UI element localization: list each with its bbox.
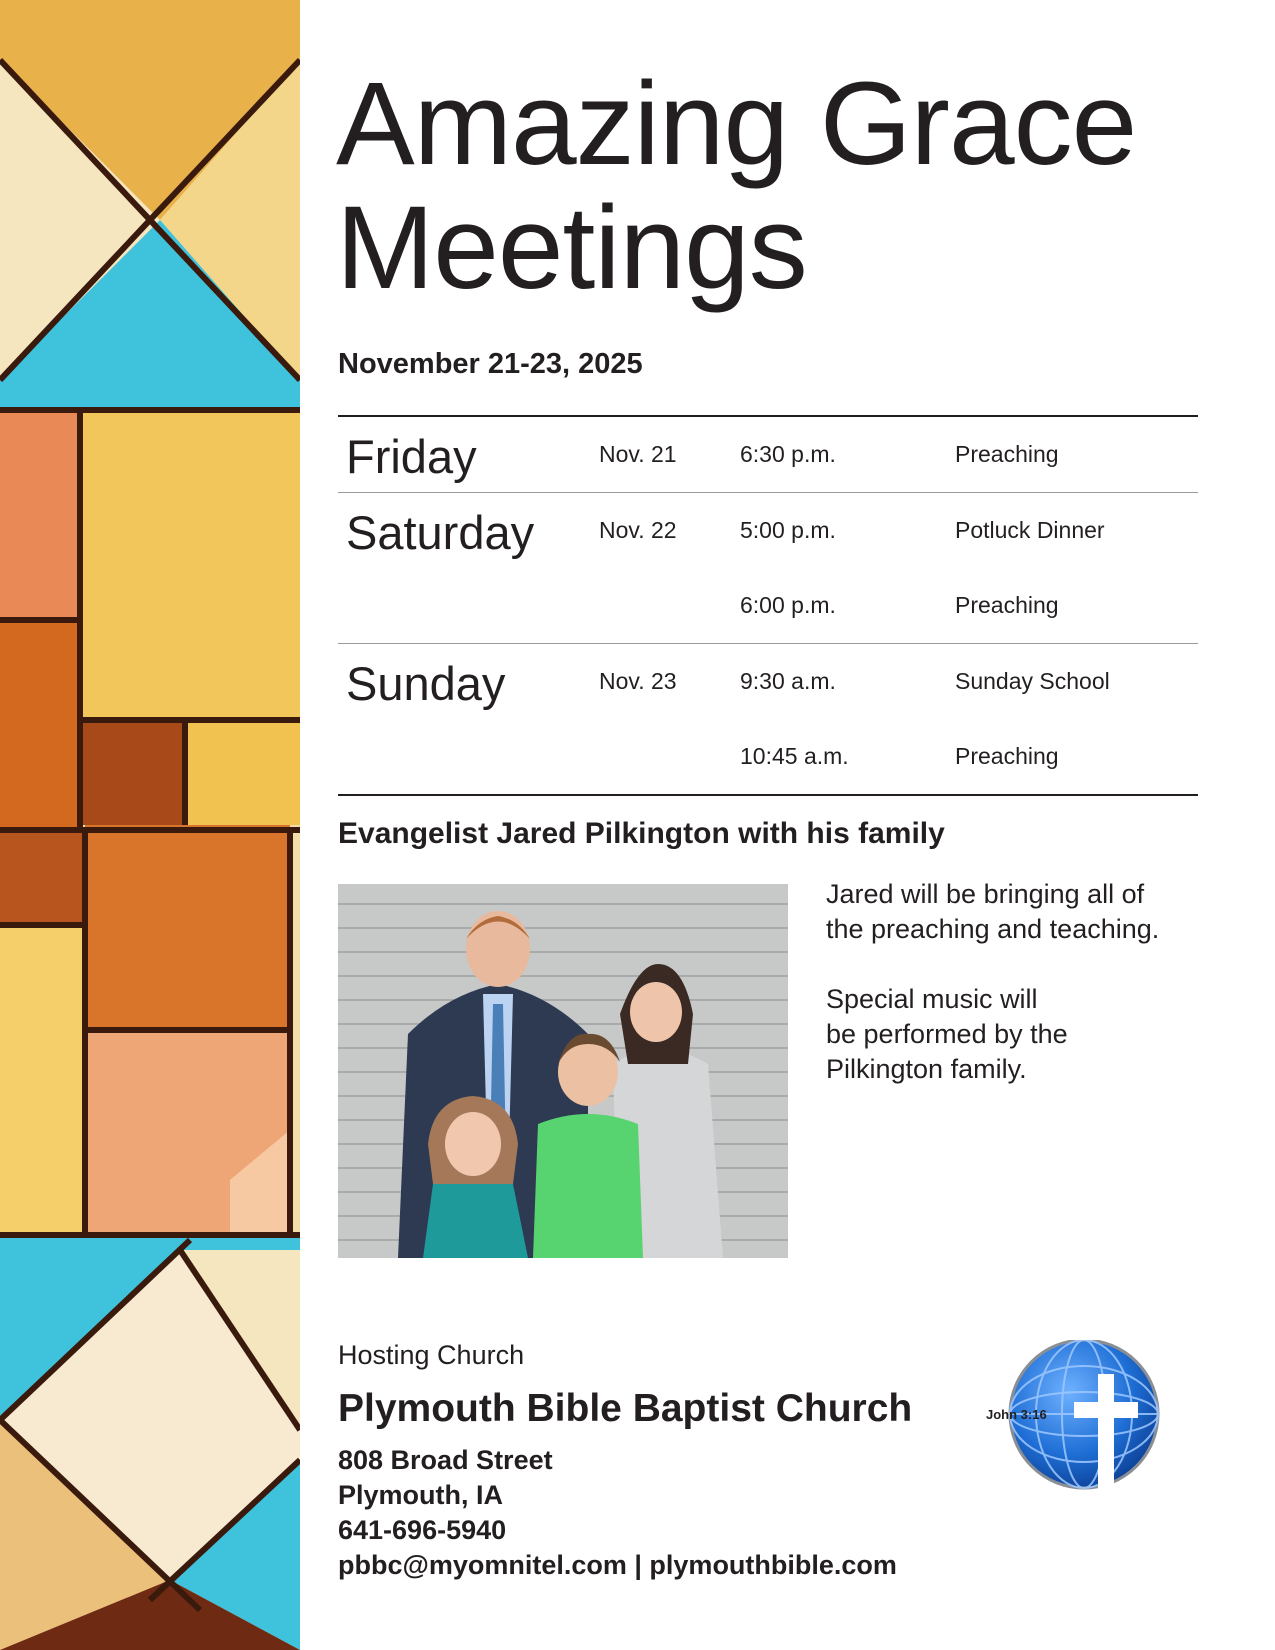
event-label: Preaching [955, 441, 1059, 467]
schedule-row [338, 719, 1198, 794]
church-city: Plymouth, IA [338, 1480, 504, 1510]
time-label: 5:00 p.m. [740, 517, 836, 543]
schedule-row [338, 417, 1198, 492]
date-label: Nov. 22 [599, 517, 677, 543]
schedule-row [338, 568, 1198, 643]
globe-cross-icon [984, 1340, 1160, 1496]
event-label: Sunday School [955, 668, 1110, 694]
date-label: Nov. 23 [599, 668, 677, 694]
schedule-row [338, 644, 1198, 719]
stained-glass-art [0, 0, 300, 1650]
church-address: 808 Broad Street [338, 1445, 553, 1475]
event-label: Preaching [955, 743, 1059, 769]
logo-verse-text: John 3:16 [986, 1407, 1047, 1422]
day-label: Friday [346, 430, 477, 483]
church-phone: 641-696-5940 [338, 1515, 507, 1545]
schedule-day-saturday [338, 492, 1198, 643]
day-label: Sunday [346, 657, 506, 710]
description [826, 877, 1226, 1122]
event-label: Potluck Dinner [955, 517, 1105, 543]
description-paragraph-2 [826, 982, 1226, 1087]
schedule-table [338, 415, 1198, 796]
evangelist-heading: Evangelist Jared Pilkington with his family [338, 817, 945, 850]
hosting-church-label: Hosting Church [338, 1340, 525, 1370]
description-line: Special music will [826, 984, 1038, 1014]
event-label: Preaching [955, 592, 1059, 618]
schedule-day-sunday [338, 643, 1198, 794]
page-title [336, 58, 1137, 314]
schedule-row [338, 493, 1198, 568]
title-line-1: Amazing Grace [336, 58, 1137, 190]
family-photo [338, 884, 788, 1258]
description-paragraph-1 [826, 877, 1226, 947]
time-label: 6:30 p.m. [740, 441, 836, 467]
time-label: 9:30 a.m. [740, 668, 836, 694]
church-contact [338, 1443, 897, 1583]
event-dates: November 21-23, 2025 [338, 348, 643, 380]
time-label: 6:00 p.m. [740, 592, 836, 618]
description-line: Pilkington family. [826, 1054, 1027, 1084]
time-label: 10:45 a.m. [740, 743, 849, 769]
description-line: Jared will be bringing all of [826, 879, 1145, 909]
date-label: Nov. 21 [599, 441, 677, 467]
church-name: Plymouth Bible Baptist Church [338, 1387, 913, 1430]
church-web: pbbc@myomnitel.com | plymouthbible.com [338, 1550, 897, 1580]
schedule-day-friday [338, 417, 1198, 492]
description-line: the preaching and teaching. [826, 914, 1160, 944]
title-line-2: Meetings [336, 182, 807, 314]
day-label: Saturday [346, 506, 535, 559]
description-line: be performed by the [826, 1019, 1068, 1049]
